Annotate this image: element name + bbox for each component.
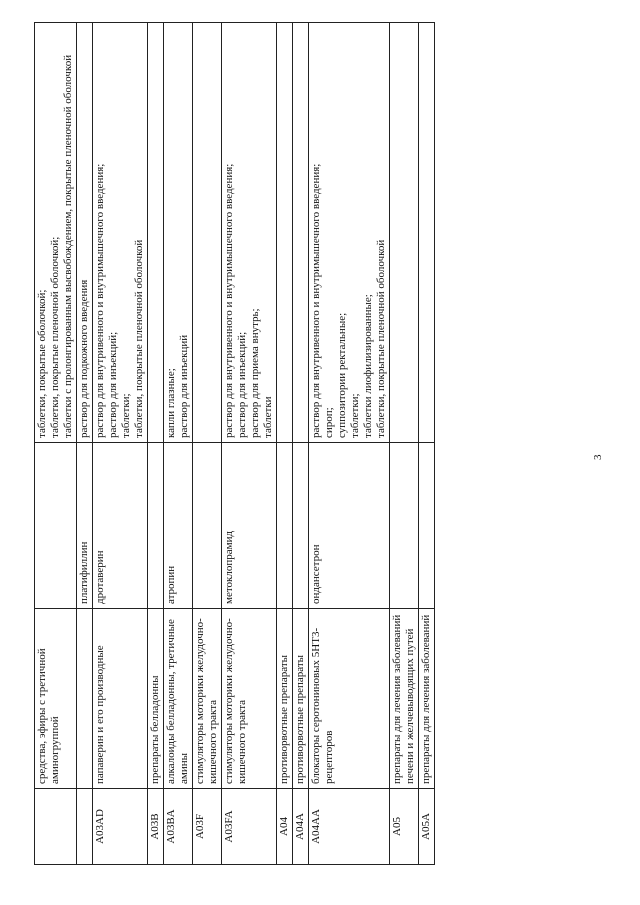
dosage-form-line: капли глазные; bbox=[165, 368, 177, 438]
dosage-form-line: сироп; bbox=[323, 407, 335, 438]
table-row bbox=[309, 23, 390, 865]
dosage-form-line: таблетки; bbox=[349, 393, 361, 438]
atc-code-cell bbox=[35, 789, 77, 865]
anatomical-group-cell: папаверин и его производные bbox=[93, 609, 148, 789]
dosage-form-line: таблетки, покрытые пленочной оболочкой bbox=[375, 239, 387, 438]
anatomical-group-cell bbox=[77, 609, 93, 789]
dosage-form-cell bbox=[277, 23, 293, 443]
atc-code-cell: A05A bbox=[419, 789, 435, 865]
drug-name-cell bbox=[277, 443, 293, 609]
atc-code-cell: A03F bbox=[193, 789, 222, 865]
anatomical-group-cell: блокаторы серотониновых 5НТ3-рецепторов bbox=[309, 609, 390, 789]
dosage-form-line: таблетки с пролонгированным высвобождением, покрытые пленочной оболочкой bbox=[62, 54, 74, 438]
table-row bbox=[35, 23, 77, 865]
atc-code-cell: A05 bbox=[390, 789, 419, 865]
drug-name-cell: дротаверин bbox=[93, 443, 148, 609]
dosage-form-line: раствор для приема внутрь; bbox=[249, 308, 261, 438]
atc-code-cell: A04 bbox=[277, 789, 293, 865]
atc-code-cell: A03FA bbox=[222, 789, 277, 865]
dosage-form-cell bbox=[390, 23, 419, 443]
anatomical-group-cell: стимуляторы моторики желудочно-кишечного тракта bbox=[193, 609, 222, 789]
dosage-form-line: таблетки лиофилизированные; bbox=[362, 294, 374, 438]
page-number: 3 bbox=[592, 454, 604, 460]
dosage-form-line: раствор для инъекций; bbox=[107, 331, 119, 438]
anatomical-group-cell: препараты для лечения заболеваний bbox=[419, 609, 435, 789]
dosage-form-line: раствор для подкожного введения bbox=[78, 279, 90, 438]
atc-code-cell bbox=[77, 789, 93, 865]
dosage-form-cell bbox=[164, 23, 193, 443]
drug-name-cell: метоклопрамид bbox=[222, 443, 277, 609]
dosage-form-line: таблетки; bbox=[120, 393, 132, 438]
table-row bbox=[419, 23, 435, 865]
dosage-form-line: раствор для внутривенного и внутримышечного введения; bbox=[94, 163, 106, 438]
dosage-form-cell bbox=[35, 23, 77, 443]
table-row bbox=[93, 23, 148, 865]
dosage-form-cell bbox=[293, 23, 309, 443]
dosage-form-cell bbox=[222, 23, 277, 443]
table-row bbox=[77, 23, 93, 865]
anatomical-group-cell: алкалоиды белладонны, третичные амины bbox=[164, 609, 193, 789]
dosage-form-cell bbox=[77, 23, 93, 443]
drug-name-cell bbox=[35, 443, 77, 609]
table-row bbox=[277, 23, 293, 865]
atc-code-cell: A03B bbox=[148, 789, 164, 865]
table-row bbox=[148, 23, 164, 865]
dosage-form-cell bbox=[148, 23, 164, 443]
dosage-form-line: суппозитории ректальные; bbox=[336, 312, 348, 438]
drug-name-cell bbox=[193, 443, 222, 609]
drug-name-cell: платифиллин bbox=[77, 443, 93, 609]
drug-name-cell bbox=[390, 443, 419, 609]
drug-name-cell: ондансетрон bbox=[309, 443, 390, 609]
drug-name-cell bbox=[293, 443, 309, 609]
anatomical-group-cell: препараты для лечения заболеваний печени и желчевыводящих путей bbox=[390, 609, 419, 789]
atc-code-cell: A03AD bbox=[93, 789, 148, 865]
dosage-form-cell bbox=[419, 23, 435, 443]
dosage-form-line: таблетки, покрытые пленочной оболочкой; bbox=[49, 236, 61, 438]
anatomical-group-cell: стимуляторы моторики желудочно-кишечного тракта bbox=[222, 609, 277, 789]
dosage-form-line: таблетки, покрытые оболочкой; bbox=[36, 289, 48, 438]
table-row bbox=[193, 23, 222, 865]
table-row bbox=[293, 23, 309, 865]
dosage-form-cell bbox=[309, 23, 390, 443]
dosage-form-cell bbox=[193, 23, 222, 443]
drug-name-cell bbox=[148, 443, 164, 609]
table-row bbox=[222, 23, 277, 865]
anatomical-group-cell: противорвотные препараты bbox=[277, 609, 293, 789]
drug-name-cell: атропин bbox=[164, 443, 193, 609]
atc-code-cell: A03BA bbox=[164, 789, 193, 865]
dosage-form-line: таблетки bbox=[262, 396, 274, 438]
atc-code-cell: A04AA bbox=[309, 789, 390, 865]
dosage-form-line: раствор для внутривенного и внутримышечного введения; bbox=[310, 163, 322, 438]
table-row bbox=[390, 23, 419, 865]
dosage-form-line: раствор для инъекций; bbox=[236, 331, 248, 438]
dosage-form-line: раствор для инъекций bbox=[178, 334, 190, 438]
dosage-form-line: раствор для внутривенного и внутримышечного введения; bbox=[223, 163, 235, 438]
drug-table bbox=[34, 22, 435, 865]
anatomical-group-cell: средства, эфиры с третичной аминогруппой bbox=[35, 609, 77, 789]
anatomical-group-cell: препараты белладонны bbox=[148, 609, 164, 789]
atc-code-cell: A04A bbox=[293, 789, 309, 865]
drug-name-cell bbox=[419, 443, 435, 609]
dosage-form-line: таблетки, покрытые пленочной оболочкой bbox=[133, 239, 145, 438]
table-row bbox=[164, 23, 193, 865]
anatomical-group-cell: противорвотные препараты bbox=[293, 609, 309, 789]
dosage-form-cell bbox=[93, 23, 148, 443]
